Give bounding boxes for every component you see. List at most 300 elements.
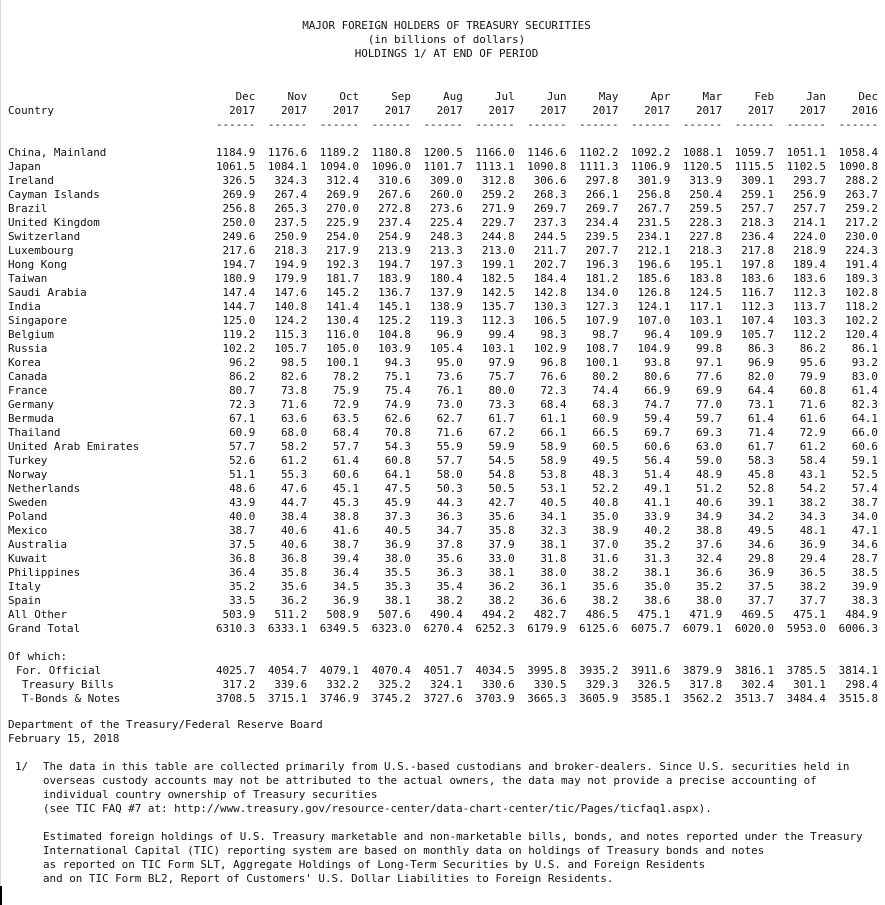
holding-value: 73.6 — [436, 370, 463, 383]
holding-value: 57.7 — [436, 454, 463, 467]
country-name: Mexico — [8, 524, 48, 537]
holding-value: 50.3 — [436, 482, 463, 495]
holding-value: 76.1 — [436, 384, 463, 397]
holding-value: 57.7 — [229, 440, 256, 453]
holding-value: 225.4 — [430, 216, 463, 229]
holding-value: 32.3 — [540, 524, 567, 537]
holding-value: 38.2 — [488, 594, 515, 607]
of-which-value: 317.8 — [689, 678, 723, 691]
table-row — [8, 370, 878, 384]
of-which-category: Treasury Bills — [22, 678, 114, 691]
holding-value: 196.6 — [637, 258, 671, 271]
holding-value: 36.4 — [229, 566, 256, 579]
holding-value: 73.0 — [436, 398, 463, 411]
holding-value: 78.2 — [332, 370, 360, 383]
table-row — [8, 328, 878, 342]
holding-value: 272.8 — [378, 202, 411, 215]
holding-value: 75.9 — [332, 384, 360, 397]
country-name: Cayman Islands — [8, 188, 100, 201]
country-column-header: Country — [8, 104, 54, 117]
holding-value: 37.0 — [592, 538, 619, 551]
holding-value: 86.2 — [799, 342, 826, 355]
holding-value: 145.1 — [378, 300, 411, 313]
holding-value: 68.4 — [540, 398, 567, 411]
holding-value: 104.8 — [378, 328, 411, 341]
holding-value: 54.5 — [488, 454, 515, 467]
holding-value: 310.6 — [378, 174, 411, 187]
column-header-month: Mar — [702, 90, 723, 103]
page-title: MAJOR FOREIGN HOLDERS OF TREASURY SECURITIES — [302, 19, 591, 32]
table-row — [8, 244, 878, 258]
holding-value: 33.0 — [488, 552, 515, 565]
holding-value: 185.6 — [637, 272, 671, 285]
of-which-value: 3715.1 — [267, 692, 308, 705]
holding-value: 38.7 — [332, 538, 360, 551]
country-name: Netherlands — [8, 482, 81, 495]
holding-value: 75.4 — [384, 384, 411, 397]
holding-value: 41.1 — [644, 496, 671, 509]
table-row — [8, 300, 878, 314]
of-which-value: 4034.5 — [475, 664, 515, 677]
of-which-category: T-Bonds & Notes — [22, 692, 121, 705]
holding-value: 297.8 — [585, 174, 619, 187]
holding-value: 63.5 — [332, 412, 360, 425]
footnote-1 — [8, 760, 863, 886]
holding-value: 6079.1 — [682, 622, 723, 635]
holding-value: 183.8 — [689, 272, 723, 285]
holding-value: 94.3 — [384, 356, 411, 369]
of-which-value: 3816.1 — [734, 664, 775, 677]
of-which-value: 298.4 — [845, 678, 878, 691]
holding-value: 490.4 — [430, 608, 463, 621]
holding-value: 217.9 — [326, 244, 360, 257]
holding-value: 41.6 — [332, 524, 360, 537]
holding-value: 69.9 — [695, 384, 723, 397]
holding-value: 224.0 — [793, 230, 826, 243]
table-row — [8, 174, 878, 188]
holding-value: 66.1 — [540, 426, 567, 439]
country-name: Luxembourg — [8, 244, 74, 257]
holding-value: 218.3 — [741, 216, 775, 229]
holding-value: 183.6 — [741, 272, 775, 285]
title-block — [8, 19, 885, 61]
column-header-year: 2017 — [747, 104, 775, 117]
of-which-value: 3665.3 — [527, 692, 567, 705]
footnote-line: individual country ownership of Treasury securities — [43, 788, 378, 801]
holding-value: 73.1 — [747, 398, 775, 411]
column-header-month: Aug — [443, 90, 463, 103]
holding-value: 52.2 — [592, 482, 619, 495]
holding-value: 103.3 — [793, 314, 826, 327]
holding-value: 486.5 — [585, 608, 619, 621]
holding-value: 96.2 — [229, 356, 256, 369]
table-row — [8, 426, 878, 440]
holding-value: 244.8 — [481, 230, 515, 243]
of-which-value: 3935.2 — [579, 664, 619, 677]
holding-value: 107.9 — [585, 314, 619, 327]
holding-value: 196.3 — [585, 258, 619, 271]
table-row — [8, 510, 878, 524]
holding-value: 217.6 — [222, 244, 256, 257]
of-which-value: 326.5 — [637, 678, 671, 691]
of-which-label-row — [8, 650, 878, 664]
holding-value: 36.9 — [332, 594, 360, 607]
holding-value: 214.1 — [793, 216, 826, 229]
country-name: Russia — [8, 342, 48, 355]
holding-value: 135.7 — [481, 300, 515, 313]
column-header-month: Jun — [546, 90, 567, 103]
holding-value: 117.1 — [689, 300, 723, 313]
column-header-month: Feb — [754, 90, 775, 103]
holding-value: 75.1 — [384, 370, 411, 383]
holding-value: 38.7 — [229, 524, 256, 537]
holding-value: 181.2 — [585, 272, 619, 285]
holding-value: 64.1 — [851, 412, 878, 425]
of-which-value: 4079.1 — [319, 664, 360, 677]
holding-value: 194.7 — [222, 258, 256, 271]
column-separator: ------ — [786, 118, 826, 131]
of-which-value: 3727.6 — [423, 692, 463, 705]
holding-value: 38.0 — [695, 594, 723, 607]
holding-value: 35.6 — [436, 552, 463, 565]
holding-value: 212.1 — [637, 244, 671, 257]
holding-value: 52.6 — [229, 454, 256, 467]
holding-value: 58.9 — [540, 440, 567, 453]
of-which-value: 330.5 — [533, 678, 567, 691]
holding-value: 475.1 — [793, 608, 826, 621]
of-which-value: 317.2 — [222, 678, 256, 691]
table-row — [8, 146, 878, 160]
holding-value: 218.3 — [689, 244, 723, 257]
holding-value: 309.1 — [741, 174, 775, 187]
table-row — [8, 608, 878, 622]
holding-value: 59.0 — [695, 454, 723, 467]
holding-value: 54.3 — [384, 440, 411, 453]
holding-value: 271.9 — [481, 202, 515, 215]
holding-value: 236.4 — [741, 230, 775, 243]
holding-value: 99.8 — [695, 342, 723, 355]
footnote-line: Estimated foreign holdings of U.S. Treasury marketable and non-marketable bills, bonds, and notes reported under the Treasury — [43, 830, 863, 843]
table-row — [8, 454, 878, 468]
holding-value: 254.9 — [378, 230, 411, 243]
holding-value: 144.7 — [222, 300, 256, 313]
holding-value: 102.9 — [533, 342, 567, 355]
of-which-value: 3879.9 — [682, 664, 723, 677]
holding-value: 1092.2 — [630, 146, 671, 159]
table-row — [8, 412, 878, 426]
column-separator: ------ — [630, 118, 671, 131]
table-row — [8, 230, 878, 244]
holding-value: 34.6 — [747, 538, 775, 551]
holding-value: 79.9 — [799, 370, 826, 383]
column-separator: ------ — [527, 118, 567, 131]
country-name: Sweden — [8, 496, 48, 509]
holding-value: 97.9 — [488, 356, 515, 369]
holding-value: 113.7 — [793, 300, 826, 313]
holding-value: 35.6 — [592, 580, 619, 593]
holding-value: 1115.5 — [734, 160, 775, 173]
holding-value: 1176.6 — [267, 146, 308, 159]
holding-value: 71.6 — [280, 398, 308, 411]
holding-value: 324.3 — [274, 174, 308, 187]
holding-value: 64.1 — [384, 468, 411, 481]
table-row — [8, 482, 878, 496]
holding-value: 34.6 — [851, 538, 878, 551]
holding-value: 35.6 — [280, 580, 308, 593]
holding-value: 34.7 — [436, 524, 463, 537]
holding-value: 192.3 — [326, 258, 360, 271]
holding-value: 51.2 — [695, 482, 723, 495]
holding-value: 40.6 — [695, 496, 723, 509]
holding-value: 31.6 — [592, 552, 619, 565]
holding-value: 211.7 — [533, 244, 567, 257]
left-border — [0, 0, 1, 893]
of-which-value: 3814.1 — [838, 664, 878, 677]
table-row — [8, 384, 878, 398]
holding-value: 106.5 — [533, 314, 567, 327]
holding-value: 1058.4 — [838, 146, 878, 159]
of-which-value: 324.1 — [430, 678, 463, 691]
holding-value: 248.3 — [430, 230, 463, 243]
holding-value: 96.4 — [644, 328, 671, 341]
holding-value: 1094.0 — [319, 160, 360, 173]
holding-value: 37.7 — [747, 594, 775, 607]
holding-value: 112.2 — [793, 328, 826, 341]
holding-value: 44.3 — [436, 496, 463, 509]
holding-value: 51.4 — [644, 468, 671, 481]
holding-value: 225.9 — [326, 216, 360, 229]
holding-value: 61.7 — [747, 440, 775, 453]
column-separator: ------ — [734, 118, 775, 131]
of-which-value: 3585.1 — [630, 692, 671, 705]
holding-value: 179.9 — [274, 272, 308, 285]
of-which-value: 3911.6 — [630, 664, 671, 677]
holding-value: 29.8 — [747, 552, 775, 565]
holding-value: 59.4 — [644, 412, 671, 425]
holding-value: 43.1 — [799, 468, 826, 481]
holding-value: 40.2 — [644, 524, 671, 537]
table-row — [8, 468, 878, 482]
table-row — [8, 188, 878, 202]
column-separator: ------ — [319, 118, 360, 131]
holding-value: 147.6 — [274, 286, 308, 299]
holding-value: 269.7 — [585, 202, 619, 215]
holding-value: 32.4 — [695, 552, 723, 565]
country-name: Taiwan — [8, 272, 48, 285]
column-header-year: 2017 — [280, 104, 308, 117]
holding-value: 142.8 — [533, 286, 567, 299]
holding-value: 59.9 — [488, 440, 515, 453]
holding-value: 98.5 — [280, 356, 308, 369]
holding-value: 239.5 — [585, 230, 619, 243]
holding-value: 1090.8 — [838, 160, 878, 173]
holding-value: 125.2 — [378, 314, 411, 327]
holding-value: 260.0 — [430, 188, 463, 201]
holding-value: 183.9 — [378, 272, 411, 285]
holding-value: 228.3 — [689, 216, 723, 229]
holding-value: 63.0 — [695, 440, 723, 453]
holding-value: 124.1 — [637, 300, 671, 313]
holding-value: 309.0 — [430, 174, 463, 187]
holding-value: 147.4 — [222, 286, 256, 299]
column-separator: ------ — [267, 118, 308, 131]
of-which-value: 301.1 — [793, 678, 826, 691]
footnote-line: overseas custody accounts may not be attributed to the actual owners, the data may not provide a precise accounting of — [43, 774, 817, 787]
holding-value: 112.3 — [741, 300, 775, 313]
holding-value: 197.8 — [741, 258, 775, 271]
holding-value: 35.0 — [644, 580, 671, 593]
column-separator: ------ — [682, 118, 723, 131]
country-name: Brazil — [8, 202, 48, 215]
holding-value: 38.8 — [695, 524, 723, 537]
country-name: Grand Total — [8, 622, 81, 635]
holding-value: 66.9 — [644, 384, 671, 397]
holding-value: 59.7 — [695, 412, 723, 425]
holding-value: 265.3 — [274, 202, 308, 215]
holding-value: 104.9 — [637, 342, 671, 355]
holding-value: 58.9 — [540, 454, 567, 467]
holding-value: 254.0 — [326, 230, 360, 243]
holding-value: 96.9 — [747, 356, 775, 369]
holding-value: 267.7 — [637, 202, 671, 215]
holding-value: 6270.4 — [423, 622, 463, 635]
of-which-value: 3562.2 — [682, 692, 723, 705]
holding-value: 109.9 — [689, 328, 723, 341]
holding-value: 1061.5 — [215, 160, 256, 173]
holding-value: 35.2 — [644, 538, 671, 551]
holding-value: 66.0 — [851, 426, 878, 439]
holding-value: 189.4 — [793, 258, 826, 271]
header-row-month — [8, 90, 878, 104]
footnote-line: and on TIC Form BL2, Report of Customers' U.S. Dollar Liabilities to Foreign Residents. — [43, 872, 614, 885]
column-header-year: 2017 — [644, 104, 671, 117]
holding-value: 45.8 — [747, 468, 775, 481]
holding-value: 77.6 — [695, 370, 723, 383]
holding-value: 98.3 — [540, 328, 567, 341]
column-header-month: Apr — [650, 90, 671, 103]
holding-value: 1180.8 — [371, 146, 411, 159]
holding-value: 249.6 — [222, 230, 256, 243]
footnote-marker: 1/ — [15, 760, 29, 773]
holding-value: 482.7 — [533, 608, 567, 621]
holding-value: 37.3 — [384, 510, 411, 523]
holding-value: 58.2 — [280, 440, 308, 453]
holding-value: 1051.1 — [786, 146, 826, 159]
footnote-line: as reported on TIC Form SLT, Aggregate Holdings of Long-Term Securities by U.S. and Foreign Residents — [43, 858, 706, 871]
holding-value: 224.3 — [845, 244, 878, 257]
holding-value: 1120.5 — [682, 160, 723, 173]
holding-value: 95.0 — [436, 356, 463, 369]
holding-value: 257.7 — [741, 202, 775, 215]
holding-value: 77.0 — [695, 398, 723, 411]
holding-value: 61.2 — [799, 440, 826, 453]
of-which-value: 339.6 — [274, 678, 308, 691]
holding-value: 33.9 — [644, 510, 671, 523]
holding-value: 55.9 — [436, 440, 463, 453]
column-header-month: May — [598, 90, 619, 103]
holding-value: 45.3 — [332, 496, 360, 509]
holding-value: 5953.0 — [786, 622, 826, 635]
holding-value: 469.5 — [741, 608, 775, 621]
holding-value: 36.6 — [695, 566, 723, 579]
holding-value: 270.0 — [326, 202, 360, 215]
holding-value: 6075.7 — [630, 622, 671, 635]
holding-value: 38.6 — [644, 594, 671, 607]
holding-value: 137.9 — [430, 286, 463, 299]
holding-value: 227.8 — [689, 230, 723, 243]
holding-value: 267.4 — [274, 188, 308, 201]
holding-value: 269.9 — [326, 188, 360, 201]
spacer-row — [8, 132, 878, 146]
holding-value: 57.7 — [332, 440, 360, 453]
of-which-value: 3745.2 — [371, 692, 411, 705]
holding-value: 36.1 — [540, 580, 567, 593]
holding-value: 38.0 — [540, 566, 567, 579]
holding-value: 130.4 — [326, 314, 360, 327]
holding-value: 313.9 — [689, 174, 723, 187]
country-name: Germany — [8, 398, 54, 411]
table-row — [8, 496, 878, 510]
holding-value: 71.6 — [799, 398, 826, 411]
column-separator: ------ — [579, 118, 619, 131]
holding-value: 35.2 — [695, 580, 723, 593]
table-row — [8, 314, 878, 328]
holding-value: 60.5 — [592, 440, 619, 453]
holding-value: 54.2 — [799, 482, 826, 495]
country-name: Ireland — [8, 174, 54, 187]
holding-value: 180.9 — [222, 272, 256, 285]
holding-value: 475.1 — [637, 608, 671, 621]
holding-value: 107.4 — [741, 314, 775, 327]
holding-value: 52.8 — [747, 482, 775, 495]
holding-value: 37.9 — [488, 538, 515, 551]
country-name: United Arab Emirates — [8, 440, 140, 453]
of-which-value: 325.2 — [378, 678, 411, 691]
holding-value: 1146.6 — [527, 146, 567, 159]
table-row — [8, 160, 878, 174]
column-separator: ------ — [371, 118, 411, 131]
country-name: United Kingdom — [8, 216, 100, 229]
country-name: Italy — [8, 580, 41, 593]
holding-value: 38.4 — [280, 510, 308, 523]
header-separator-row — [8, 118, 878, 132]
holding-value: 507.6 — [378, 608, 411, 621]
holding-value: 48.9 — [695, 468, 723, 481]
of-which-value: 3484.4 — [786, 692, 826, 705]
holding-value: 59.1 — [851, 454, 878, 467]
holding-value: 54.8 — [488, 468, 515, 481]
holding-value: 134.0 — [585, 286, 619, 299]
column-header-month: Jul — [495, 90, 515, 103]
holding-value: 138.9 — [430, 300, 463, 313]
holding-value: 1101.7 — [423, 160, 463, 173]
holding-value: 202.7 — [533, 258, 567, 271]
holding-value: 40.6 — [280, 538, 308, 551]
holding-value: 60.6 — [851, 440, 878, 453]
holding-value: 484.9 — [845, 608, 878, 621]
of-which-value: 4054.7 — [267, 664, 308, 677]
holding-value: 29.4 — [799, 552, 826, 565]
holding-value: 105.7 — [274, 342, 308, 355]
left-border-marker — [0, 886, 2, 905]
column-header-year: 2017 — [332, 104, 360, 117]
country-name: Norway — [8, 468, 48, 481]
holding-value: 36.8 — [229, 552, 256, 565]
holding-value: 80.6 — [644, 370, 671, 383]
of-which-row — [8, 678, 878, 692]
holding-value: 60.9 — [229, 426, 256, 439]
holding-value: 256.8 — [222, 202, 256, 215]
